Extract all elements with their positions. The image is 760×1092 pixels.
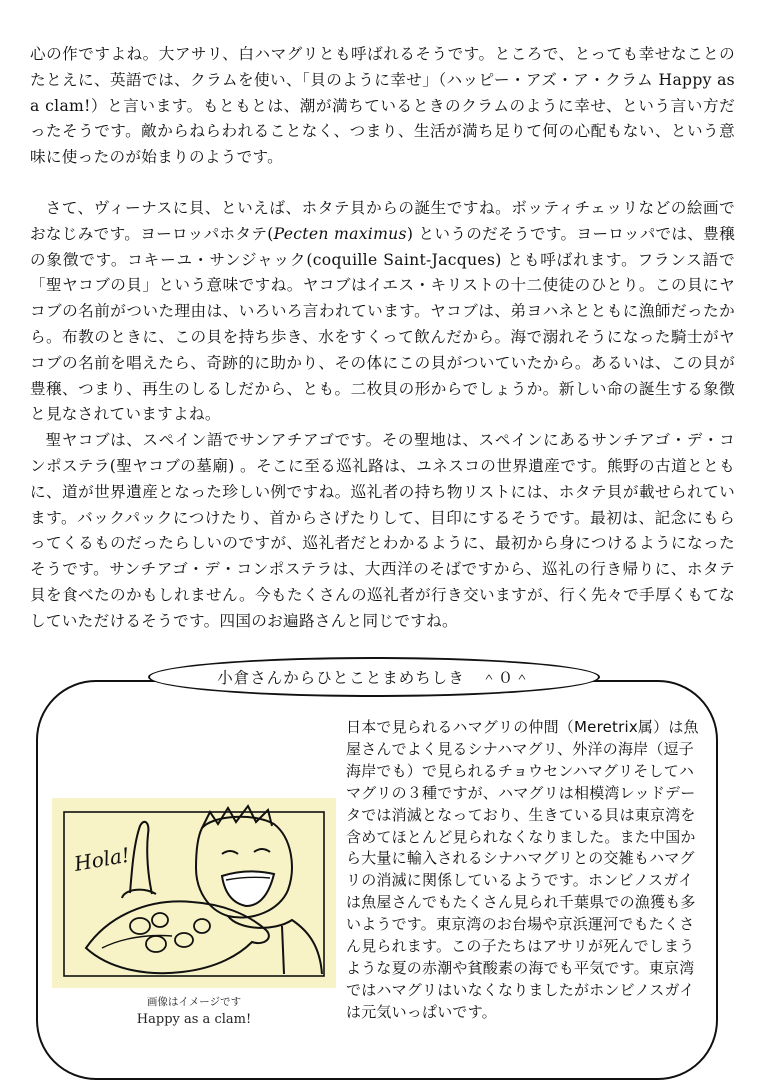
trivia-text: 日本で見られるハマグリの仲間（Meretrix属）は魚屋さんでよく見るシナハマグリ、外洋の海岸（逗子海岸でも）で見られるチョウセンハマグリそしてハマグリの３種ですが、ハマグリは相模湾レッドデータでは消滅となっており、生きている貝は東京湾を含めてほとんど見られなくなりました。また中国から大量に輸入されるシナハマグリとの交雑もハマグリの消滅に関係しているようです。ホンビノスガイは魚屋さんでもたくさん見られ千葉県での漁獲も多いようです。東京湾のお台場や京浜運河でもたくさん見られます。この子たちはアサリが死んでしまうような夏の赤潮や貧酸素の海でも平気です。東京湾ではハマグリはいなくなりましたがホンビノスガイは元気いっぱいです。: [346, 718, 699, 1021]
trivia-box-title: 小倉さんからひとことまめちしき ＾０＾: [148, 657, 600, 697]
paragraph-2-text-a: さて、ヴィーナスに貝、といえば、ホタテ貝からの誕生ですね。ボッティチェッリなどの絵画でおなじみです。ヨーロッパホタテ(: [30, 198, 735, 243]
scientific-name: Pecten maximus: [273, 224, 407, 243]
article-body: [30, 42, 735, 635]
illustration-caption-note: 画像はイメージです: [146, 996, 242, 1008]
article-paragraph-1: 心の作ですよね。大アサリ、白ハマグリとも呼ばれるそうです。ところで、とっても幸せなことのたとえに、英語では、クラムを使い、「貝のように幸せ」（ハッピー・アズ・ア・クラム Happy as a clam!）と言います。もともとは、潮が満ちているときのクラムのように幸せ、という言い方だったそうです。敵からねらわれることなく、つまり、生活が満ち足りて何の心配もない、という意味に使ったのが始まりのようです。: [30, 45, 735, 167]
cartoon-drawing: [52, 798, 336, 988]
happy-clam-illustration: [52, 798, 336, 988]
paragraph-2-text-b: ) というのだそうです。ヨーロッパでは、豊穣の象徴です。コキーユ・サンジャック(coquille Saint-Jacques) とも呼ばれます。フランス語で「聖ヤコブの貝」という意味ですね。ヤコブはイエス・キリストの十二使徒のひとり。この貝にヤコブの名前がついた理由は、いろいろ言われています。ヤコブは、弟ヨハネとともに漁師だったから。布教のときに、この貝を持ち歩き、水をすくって飲んだから。海で溺れそうになった騎士がヤコブの名前を唱えたら、奇跡的に助かり、その体にこの貝がついていたから。あるいは、この貝が豊穣、つまり、再生のしるしだから、とも。二枚貝の形からでしょうか。新しい命の誕生する象徴と見なされていますよね。: [30, 224, 735, 424]
hola-text: Hola!: [72, 842, 132, 876]
article-paragraph-2: [30, 196, 735, 428]
article-paragraph-3: 聖ヤコブは、スペイン語でサンアチアゴです。その聖地は、スペインにあるサンチアゴ・デ・コンポステラ(聖ヤコブの墓廟) 。そこに至る巡礼路は、ユネスコの世界遺産です。熊野の古道とともに、道が世界遺産となった珍しい例ですね。巡礼者の持ち物リストには、ホタテ貝が載せられています。バックパックにつけたり、首からさげたりして、目印にするそうです。最初は、記念にもらってくるものだったらしいのですが、巡礼者だとわかるように、最初から身につけるようになったそうです。サンチアゴ・デ・コンポステラは、大西洋のそばですから、巡礼の行き帰りに、ホタテ貝を食べたのかもしれません。今もたくさんの巡礼者が行き交いますが、行く先々で手厚くもてなしていただけるそうです。四国のお遍路さんと同じですね。: [30, 431, 735, 630]
illustration-caption-title: Happy as a clam!: [136, 1012, 252, 1027]
